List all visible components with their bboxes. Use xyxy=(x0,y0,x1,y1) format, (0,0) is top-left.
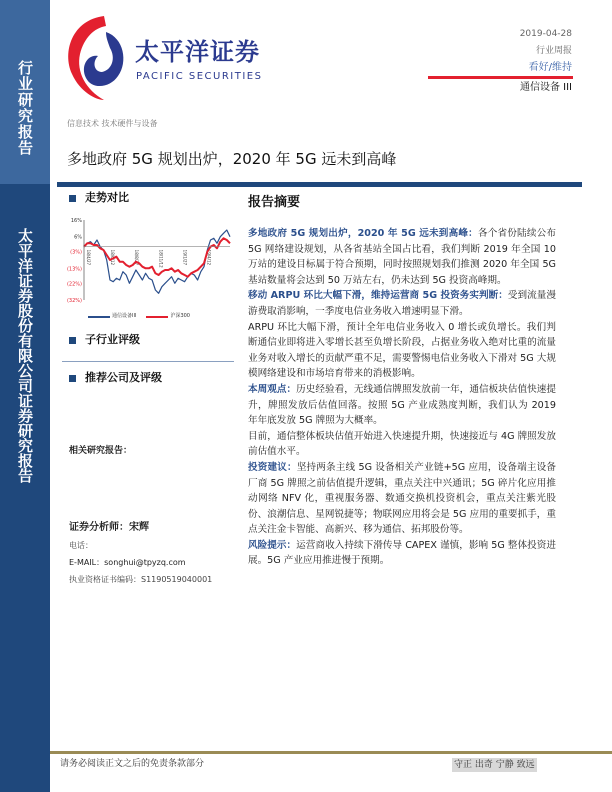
legend-label: 通信设备III xyxy=(112,313,137,319)
y-tick-label: (3%) xyxy=(70,249,82,256)
x-tick-label: 18/4/27 xyxy=(86,249,91,266)
paragraph-text: 历史经验看，无线通信牌照发放前一年，通信板块估值快速提升，牌照发放后估值回落。按照 5G 产业成熟度判断，我们认为 2019 年年底发放 5G 牌照为大概率。 xyxy=(248,383,557,427)
summary-title: 报告摘要 xyxy=(248,195,301,210)
summary-paragraph xyxy=(248,320,556,382)
title-rule xyxy=(57,182,582,187)
page-title: 多地政府 5G 规划出炉，2020 年 5G 远未到高峰 xyxy=(67,150,397,168)
bullet-square-icon xyxy=(69,337,76,344)
footer-rule xyxy=(50,751,612,754)
paragraph-text: 目前，通信整体板块估值开始进入快速提升期，快速接近与 4G 牌照发放前估值水平。 xyxy=(248,430,556,458)
paragraph-text: 各个省份陆续公布 5G 网络建设规划，从各省基站全国占比看，我们判断 2019 年全国 10 万站的建设目标属于符合预期，同时按照规划我们推测 2020 年全国 5G 基站数量将会达到 50 万站左右，仍未达到 5G 投资高峰期。 xyxy=(248,228,556,286)
logo-icon xyxy=(62,12,132,102)
legend-item-industry xyxy=(88,313,136,320)
footer-disclaimer: 请务必阅读正文之后的免责条款部分 xyxy=(60,759,205,769)
company-rating-title xyxy=(69,371,162,385)
paragraph-lead: 风险提示： xyxy=(248,539,297,551)
related-reports-label: 相关研究报告： xyxy=(69,446,133,456)
analyst-cert: 执业资格证书编码：S1190519040001 xyxy=(69,575,213,584)
legend-item-hs300 xyxy=(146,313,190,320)
x-tick-label: 18/6/12 xyxy=(110,249,116,266)
x-tick-label: 19/4/12 xyxy=(206,249,212,266)
y-tick-label: (32%) xyxy=(66,298,82,304)
y-tick-label: (13%) xyxy=(66,266,82,273)
y-tick-label: (22%) xyxy=(66,281,82,288)
summary-paragraph xyxy=(248,382,556,429)
summary-paragraph xyxy=(248,460,556,538)
trend-chart xyxy=(62,212,237,308)
paragraph-text: ARPU 环比大幅下滑，预计全年电信业务收入 0 增长或负增长。我们判断通信业即将进入零增长甚至负增长阶段，占据业务收入绝对比重的流量业务对收入增长的贡献严重不足，需要警惕电信业务收入下滑对 5G 大规模网络建设和市场培育带来的消极影响。 xyxy=(248,321,556,380)
paragraph-lead: 投资建议： xyxy=(248,461,297,473)
sector-path: 信息技术 技术硬件与设备 xyxy=(67,119,158,128)
analyst-phone: 电话： xyxy=(69,541,93,550)
brand-name-en: PACIFIC SECURITIES xyxy=(136,71,263,82)
paragraph-text: 运营商收入持续下滑传导 CAPEX 谨慎，影响 5G 整体投资进展。5G 产业应用推进慢于预期。 xyxy=(248,539,557,567)
brand-name: 太平洋证券 xyxy=(135,38,260,66)
footer-motto: 守正 出奇 宁静 致远 xyxy=(454,760,535,770)
legend-label: 沪深300 xyxy=(170,313,190,319)
y-tick-label: 6% xyxy=(74,234,82,241)
chart-legend xyxy=(88,313,190,320)
report-type: 行业周报 xyxy=(535,46,572,56)
analyst-name: 证券分析师：宋辉 xyxy=(69,522,149,533)
summary-paragraph xyxy=(248,288,556,319)
x-tick-label: 18/8/27 xyxy=(134,249,140,266)
sub-industry-rating-title xyxy=(69,333,140,347)
legend-swatch xyxy=(88,316,110,318)
analyst-email: E-MAIL：songhui@tpyzq.com xyxy=(69,558,186,567)
report-date: 2019-04-28 xyxy=(519,29,572,39)
summary-paragraph xyxy=(248,429,556,460)
paragraph-lead: 本周观点： xyxy=(248,383,297,395)
summary-paragraph xyxy=(248,226,556,288)
bullet-square-icon xyxy=(69,195,76,202)
trend-title-text: 走势对比 xyxy=(85,191,129,204)
summary-paragraph xyxy=(248,538,556,569)
header-rule xyxy=(428,76,573,79)
sidebar-company: 太平洋证券股份有限公司证券研究报告 xyxy=(16,228,34,483)
legend-swatch xyxy=(146,316,168,318)
paragraph-lead: 移动 ARPU 环比大幅下滑，维持运营商 5G 投资务实判断： xyxy=(248,290,508,302)
x-tick-label: 19/1/27 xyxy=(182,249,188,266)
summary-body xyxy=(248,226,556,569)
section-text: 推荐公司及评级 xyxy=(85,371,162,384)
x-tick-label: 18/11/12 xyxy=(158,249,164,268)
section-text: 子行业评级 xyxy=(85,333,140,346)
y-tick-label: 16% xyxy=(70,218,82,224)
paragraph-text: 受到流量漫游费取消影响，一季度电信业务收入增速明显下滑。 xyxy=(248,290,556,317)
sidebar-report-type: 行业研究报告 xyxy=(16,60,34,156)
paragraph-lead: 多地政府 5G 规划出炉，2020 年 5G 远未到高峰： xyxy=(248,228,478,239)
paragraph-text: 坚持两条主线 5G 设备相关产业链+5G 应用，设备端主设备厂商 5G 牌照之前估值提升逻辑，重点关注中兴通讯；5G 碎片化应用推动网络 NFV 化，重视服务器、数通交换机投资机会，重点关注紫光股份、浪潮信息、星网锐捷等；物联网应用将会是 5G 应用的重要抓手，重点关注金卡智能、高新兴、移为通信、拓邦股份等。 xyxy=(248,461,556,536)
bullet-square-icon xyxy=(69,375,76,382)
divider xyxy=(62,361,234,362)
industry-name: 通信设备 III xyxy=(519,82,572,93)
industry-rating: 看好/维持 xyxy=(528,62,572,73)
trend-section-title xyxy=(69,191,129,205)
